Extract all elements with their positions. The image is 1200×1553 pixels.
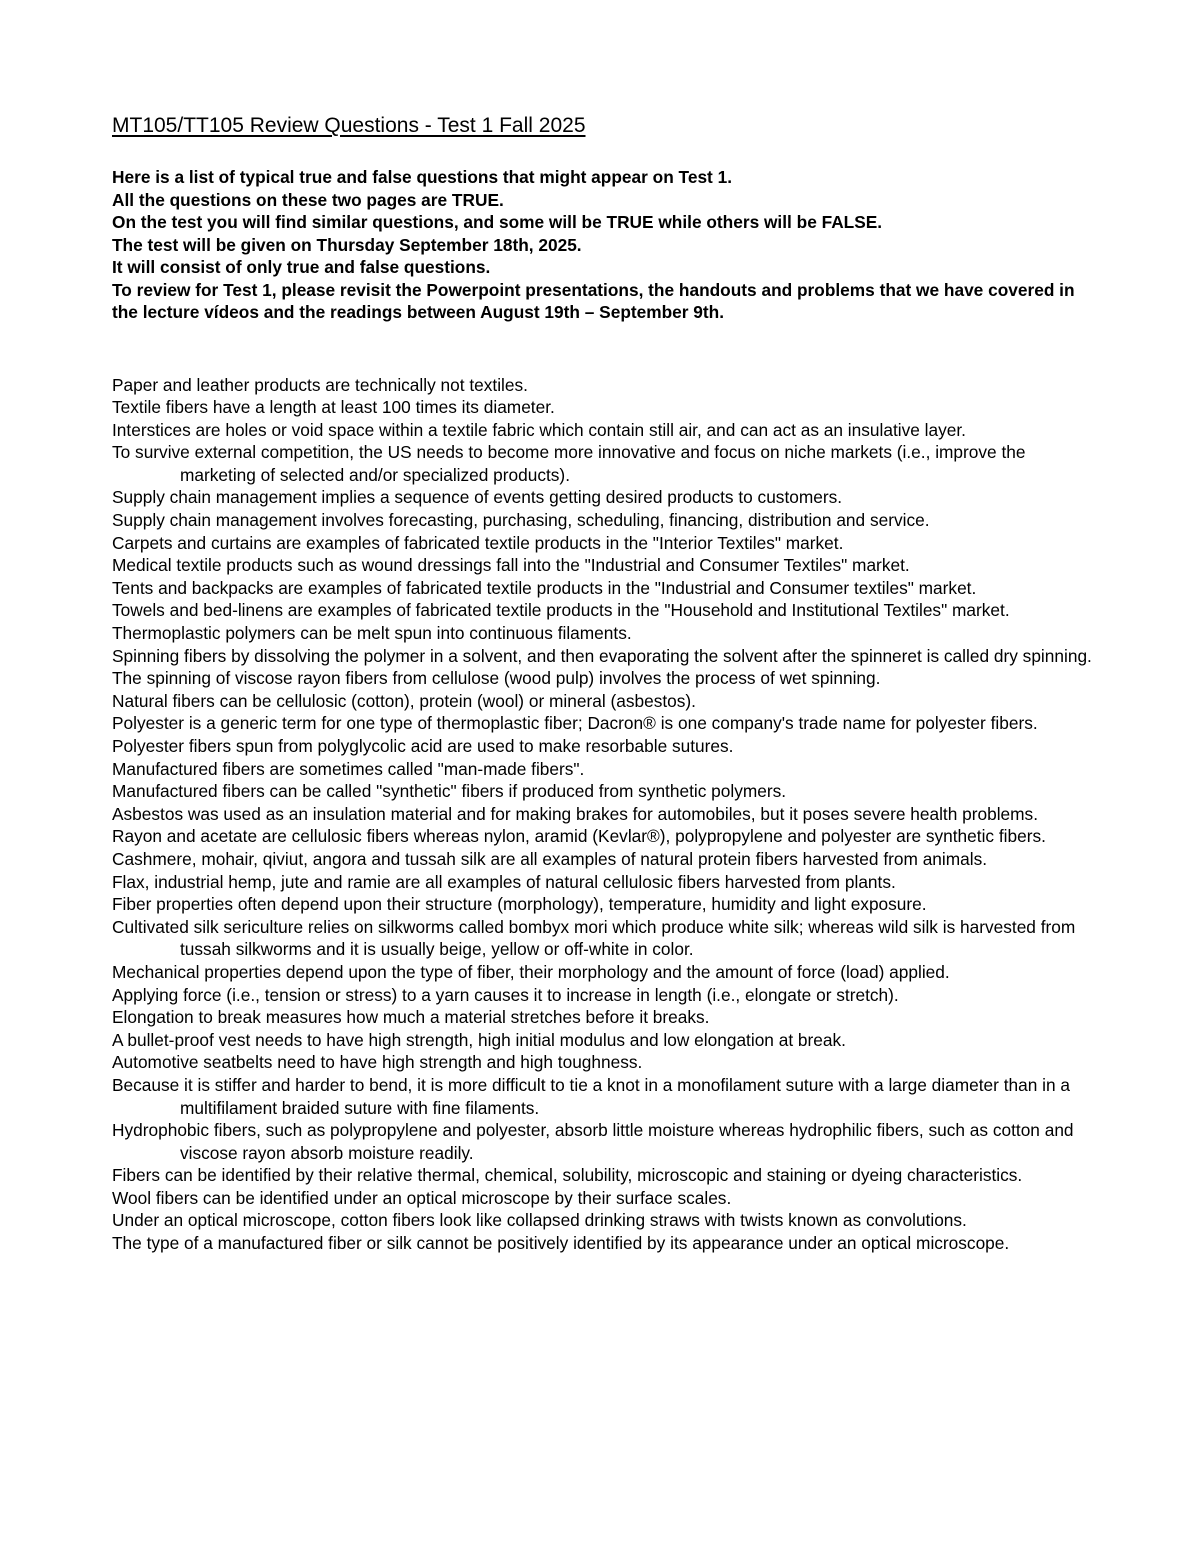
question-item: Polyester fibers spun from polyglycolic acid are used to make resorbable sutures. (112, 736, 734, 756)
question-item: Supply chain management implies a sequence of events getting desired products to customers. (112, 487, 843, 508)
question-item: Cultivated silk sericulture relies on silkworms called bombyx mori which produce white silk; whereas wild silk is harvested from tussah silkworms and it is usually beige, yellow or off-white in color. (112, 916, 1076, 960)
intro-line: The test will be given on Thursday September 18th, 2025. (112, 234, 582, 255)
question-item: Rayon and acetate are cellulosic fibers whereas nylon, aramid (Kevlar®), polypropylene and polyester are synthetic fibers. (112, 826, 1046, 847)
intro-block (112, 166, 1102, 324)
question-item: The spinning of viscose rayon fibers from cellulose (wood pulp) involves the process of wet spinning. (112, 668, 881, 689)
question-list (112, 374, 1102, 1255)
intro-line: All the questions on these two pages are TRUE. (112, 189, 504, 210)
question-item: Towels and bed-linens are examples of fabricated textile products in the "Household and Institutional Textiles" market. (112, 600, 1010, 621)
intro-line: Here is a list of typical true and false questions that might appear on Test 1. (112, 167, 733, 187)
question-item: Under an optical microscope, cotton fibers look like collapsed drinking straws with twists known as convolutions. (112, 1210, 967, 1231)
question-item: Carpets and curtains are examples of fabricated textile products in the "Interior Textiles" market. (112, 532, 844, 553)
question-item: To survive external competition, the US needs to become more innovative and focus on niche markets (i.e., improve the marketing of selected and/or specialized products). (112, 442, 1026, 485)
question-item: Cashmere, mohair, qiviut, angora and tussah silk are all examples of natural protein fibers harvested from animals. (112, 848, 988, 869)
question-item: Applying force (i.e., tension or stress) to a yarn causes it to increase in length (i.e., elongate or stretch). (112, 984, 899, 1005)
question-item: The type of a manufactured fiber or silk cannot be positively identified by its appearance under an optical microscope. (112, 1233, 1010, 1254)
question-item: Because it is stiffer and harder to bend, it is more difficult to tie a knot in a monofilament suture with a large diameter than in a multifilament braided suture with fine filaments. (112, 1074, 1071, 1118)
question-item: Thermoplastic polymers can be melt spun into continuous filaments. (112, 623, 632, 644)
question-item: Spinning fibers by dissolving the polymer in a solvent, and then evaporating the solvent after the spinneret is called dry spinning. (112, 645, 1092, 666)
intro-line: To review for Test 1, please revisit the Powerpoint presentations, the handouts and problems that we have covered in the lecture vídeos and the readings between August 19th – September 9th. (112, 279, 1075, 322)
question-item: Asbestos was used as an insulation material and for making brakes for automobiles, but it poses severe health problems. (112, 803, 1038, 824)
question-item: Medical textile products such as wound dressings fall into the "Industrial and Consumer Textiles" market. (112, 555, 910, 576)
question-item: Natural fibers can be cellulosic (cotton), protein (wool) or mineral (asbestos). (112, 690, 696, 711)
document-page (112, 112, 1102, 1255)
question-item: Manufactured fibers are sometimes called "man-made fibers". (112, 758, 585, 779)
intro-line: On the test you will find similar questions, and some will be TRUE while others will be FALSE. (112, 212, 883, 232)
question-item: Tents and backpacks are examples of fabricated textile products in the "Industrial and Consumer textiles" market. (112, 577, 977, 598)
question-item: Interstices are holes or void space within a textile fabric which contain still air, and can act as an insulative layer. (112, 419, 966, 440)
question-item: Automotive seatbelts need to have high strength and high toughness. (112, 1052, 643, 1073)
question-item: Textile fibers have a length at least 100 times its diameter. (112, 397, 555, 418)
question-item: Fibers can be identified by their relative thermal, chemical, solubility, microscopic and staining or dyeing characteristics. (112, 1165, 1023, 1186)
question-item: A bullet-proof vest needs to have high strength, high initial modulus and low elongation at break. (112, 1029, 846, 1050)
question-item: Polyester is a generic term for one type of thermoplastic fiber; Dacron® is one company's trade name for polyester fibers. (112, 713, 1038, 734)
intro-line: It will consist of only true and false questions. (112, 257, 491, 277)
question-item: Flax, industrial hemp, jute and ramie are all examples of natural cellulosic fibers harvested from plants. (112, 871, 896, 892)
question-item: Wool fibers can be identified under an optical microscope by their surface scales. (112, 1187, 732, 1208)
question-item: Fiber properties often depend upon their structure (morphology), temperature, humidity and light exposure. (112, 894, 927, 915)
question-item: Hydrophobic fibers, such as polypropylene and polyester, absorb little moisture whereas hydrophilic fibers, such as cotton and viscose rayon absorb moisture readily. (112, 1120, 1074, 1163)
document-title: MT105/TT105 Review Questions - Test 1 Fall 2025 (112, 114, 586, 137)
question-item: Manufactured fibers can be called "synthetic" fibers if produced from synthetic polymers. (112, 781, 787, 802)
question-item: Paper and leather products are technically not textiles. (112, 374, 528, 395)
question-item: Supply chain management involves forecasting, purchasing, scheduling, financing, distribution and service. (112, 510, 930, 531)
question-item: Mechanical properties depend upon the type of fiber, their morphology and the amount of force (load) applied. (112, 961, 950, 982)
question-item: Elongation to break measures how much a material stretches before it breaks. (112, 1007, 710, 1028)
